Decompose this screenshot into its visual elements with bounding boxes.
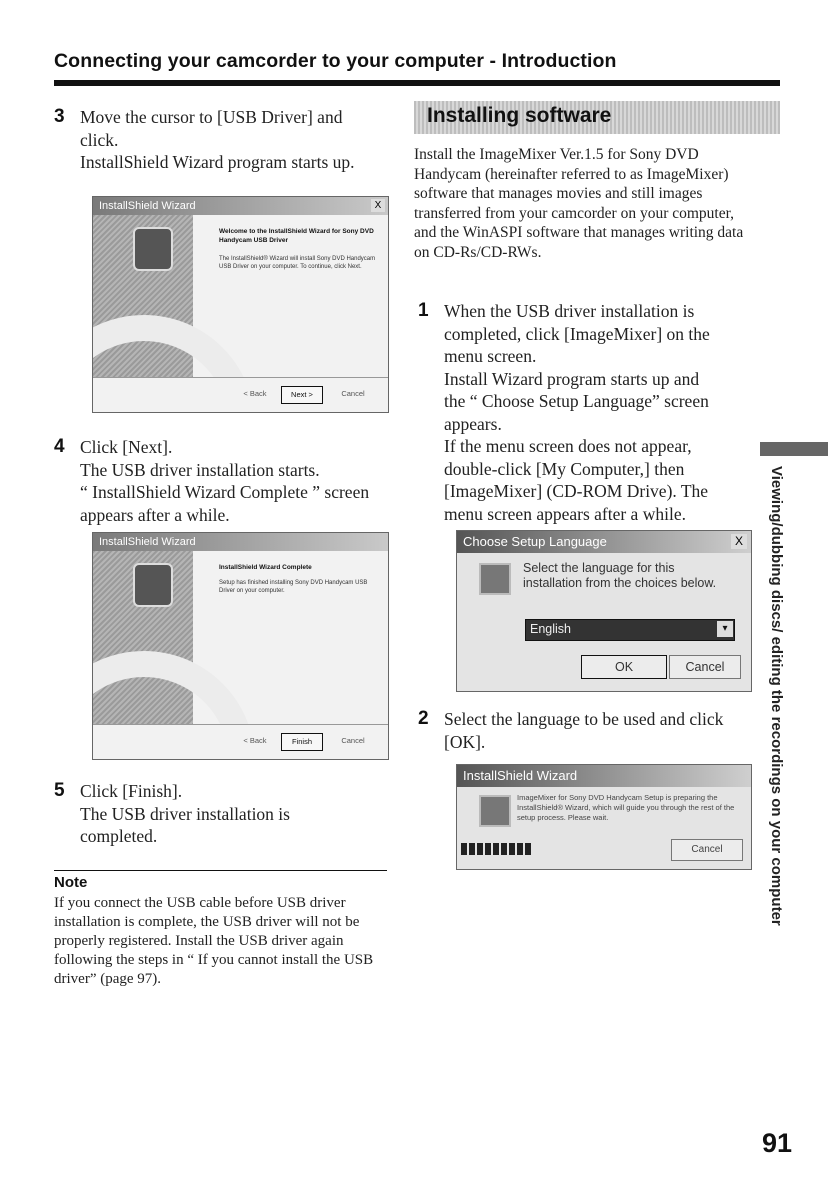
window-title: InstallShield Wizard xyxy=(93,197,388,215)
wizard-text: Setup has finished installing Sony DVD Handycam USB Driver on your computer. xyxy=(219,580,368,594)
installshield-preparing-screenshot xyxy=(456,764,752,870)
next-button: Next > xyxy=(281,386,323,404)
step-number: 4 xyxy=(54,436,65,457)
step-line: Install Wizard program starts up and xyxy=(444,368,700,389)
step-line: menu screen appears after a while. xyxy=(444,503,686,524)
step-number: 5 xyxy=(54,780,65,801)
step-line: “ InstallShield Wizard Complete ” screen xyxy=(80,482,370,502)
wizard-heading: InstallShield Wizard Complete xyxy=(219,564,312,571)
section-side-label: Viewing/dubbing discs/ editing the recordings on your computer xyxy=(768,466,785,926)
setup-icon xyxy=(479,563,511,595)
step-line: [ImageMixer] (CD-ROM Drive). The xyxy=(444,481,709,501)
note-rule xyxy=(54,870,387,871)
step-3 xyxy=(54,106,394,181)
section-tab-marker xyxy=(760,442,828,456)
step-2 xyxy=(418,708,758,758)
step-line: appears. xyxy=(444,413,502,434)
installshield-complete-screenshot xyxy=(92,532,389,760)
section-banner xyxy=(414,101,780,134)
back-button: < Back xyxy=(243,389,267,398)
wizard-footer xyxy=(93,377,388,412)
note-heading: Note xyxy=(54,874,88,891)
setup-icon xyxy=(479,795,511,827)
step-line: [OK]. xyxy=(444,731,486,752)
step-line: Select the language to be used and click xyxy=(444,709,724,729)
step-number: 2 xyxy=(418,708,429,729)
section-title: Installing software xyxy=(427,104,612,127)
ok-button: OK xyxy=(581,655,667,679)
page-header: Connecting your camcorder to your computer - Introduction xyxy=(54,50,617,72)
step-number: 3 xyxy=(54,106,65,127)
step-line: Move the cursor to [USB Driver] and xyxy=(80,107,343,127)
progress-bar xyxy=(461,843,651,855)
step-line: Click [Finish]. xyxy=(80,781,183,801)
step-line: If the menu screen does not appear, xyxy=(444,436,692,456)
step-line: When the USB driver installation is xyxy=(444,301,695,321)
step-line: menu screen. xyxy=(444,346,537,366)
step-4 xyxy=(54,436,394,528)
wizard-graphic xyxy=(93,215,193,378)
cancel-button: Cancel xyxy=(671,839,743,861)
cancel-button: Cancel xyxy=(669,655,741,679)
installshield-logo-icon xyxy=(133,227,173,271)
wizard-graphic xyxy=(93,551,193,725)
step-line: InstallShield Wizard program starts up. xyxy=(80,152,355,172)
close-icon: X xyxy=(731,534,747,549)
step-number: 1 xyxy=(418,300,429,321)
window-title: InstallShield Wizard xyxy=(93,533,388,551)
note-text: If you connect the USB cable before USB driver installation is complete, the USB driver will not be properly registered. Install the USB driver again following the steps in “ If you cannot install the USB driver” (page 97). xyxy=(54,895,374,987)
step-line: the “ Choose Setup Language” screen xyxy=(444,391,709,411)
step-line: appears after a while. xyxy=(80,504,230,525)
language-select xyxy=(525,619,735,641)
language-selected: English xyxy=(530,622,571,636)
step-line: click. xyxy=(80,129,119,150)
cancel-button: Cancel xyxy=(341,389,365,398)
page-number: 91 xyxy=(762,1128,793,1158)
step-5 xyxy=(54,780,394,855)
choose-language-screenshot xyxy=(456,530,752,692)
back-button: < Back xyxy=(243,736,267,745)
header-rule xyxy=(54,80,780,86)
intro-paragraph: Install the ImageMixer Ver.1.5 for Sony DVD Handycam (hereinafter referred to as ImageMixer) software that manages movies and still images transferred from your camcorder on your computer, and the WinASPI software that manages writing data on CD-Rs/CD-RWs. xyxy=(414,146,744,261)
step-line: The USB driver installation is xyxy=(80,803,290,824)
step-line: The USB driver installation starts. xyxy=(80,459,320,480)
cancel-button: Cancel xyxy=(341,736,365,745)
finish-button: Finish xyxy=(281,733,323,751)
wizard-text: The InstallShield® Wizard will install Sony DVD Handycam USB Driver on your computer. To continue, click Next. xyxy=(219,256,376,270)
step-1 xyxy=(418,300,758,525)
step-line: Click [Next]. xyxy=(80,437,173,457)
step-line: completed, click [ImageMixer] on the xyxy=(444,323,710,344)
installshield-logo-icon xyxy=(133,563,173,607)
dropdown-arrow-icon: ▾ xyxy=(717,621,733,637)
preparing-text: ImageMixer for Sony DVD Handycam Setup is preparing the InstallShield® Wizard, which will guide you through the rest of the setup process. Please wait. xyxy=(517,793,735,822)
progress-fill xyxy=(461,843,533,855)
dialog-title: InstallShield Wizard xyxy=(457,765,751,787)
wizard-footer xyxy=(93,724,388,759)
language-prompt: Select the language for this installation from the choices below. xyxy=(523,561,717,590)
step-line: double-click [My Computer,] then xyxy=(444,458,685,479)
step-line: completed. xyxy=(80,826,158,846)
close-icon: X xyxy=(371,199,385,212)
installshield-welcome-screenshot xyxy=(92,196,389,413)
dialog-title: Choose Setup Language xyxy=(457,531,751,553)
wizard-heading: Welcome to the InstallShield Wizard for Sony DVD Handycam USB Driver xyxy=(219,228,374,244)
